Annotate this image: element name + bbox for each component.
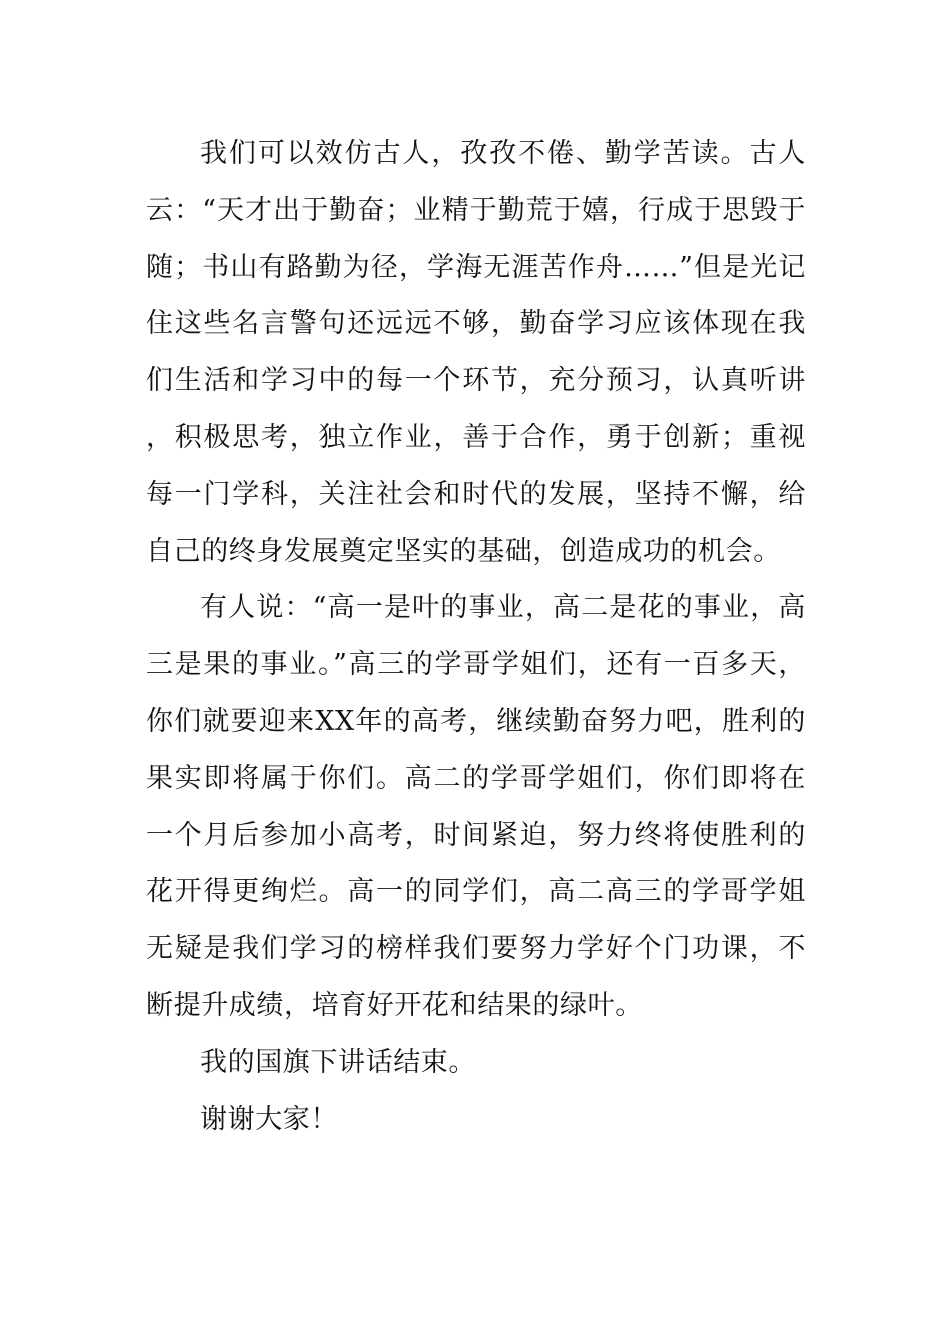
paragraph-study-diligence: 我们可以效仿古人，孜孜不倦、勤学苦读。古人云：“天才出于勤奋；业精于勤荒于嬉，行成于思毁于随；书山有路勤为径，学海无涯苦作舟……”但是光记住这些名言警句还远远不够，勤奋学习应该体现在我们生活和学习中的每一个环节，充分预习，认真听讲，积极思考，独立作业，善于合作，勇于创新；重视每一门学科，关注社会和时代的发展，坚持不懈，给自己的终身发展奠定坚实的基础，创造成功的机会。 bbox=[146, 138, 806, 567]
document-body bbox=[146, 126, 806, 1148]
paragraph-thanks: 谢谢大家！ bbox=[200, 1103, 338, 1135]
paragraph-speech-end: 我的国旗下讲话结束。 bbox=[200, 1046, 476, 1078]
paragraph-grade-metaphor: 有人说：“高一是叶的事业，高二是花的事业，高三是果的事业。”高三的学哥学姐们，还有一百多天，你们就要迎来XX年的高考，继续勤奋努力吧，胜利的果实即将属于你们。高二的学哥学姐们，你们即将在一个月后参加小高考，时间紧迫，努力终将使胜利的花开得更绚烂。高一的同学们，高二高三的学哥学姐无疑是我们学习的榜样我们要努力学好个门功课，不断提升成绩，培育好开花和结果的绿叶。 bbox=[146, 592, 806, 1021]
